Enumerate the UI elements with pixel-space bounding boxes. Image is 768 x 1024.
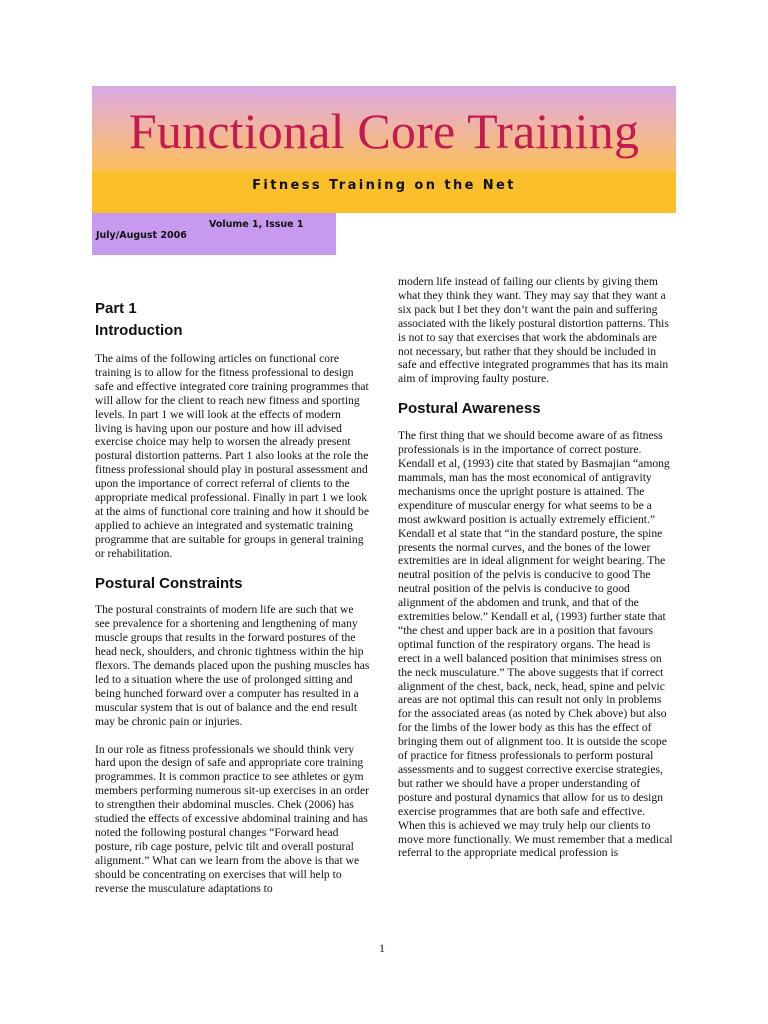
postural-awareness-heading: Postural Awareness: [398, 400, 541, 418]
introduction-paragraph: The aims of the following articles on functional core training is to allow for the fitness professional to design safe and effective integrated core training programmes that will allow for the client to reach new fitness and sporting levels. In part 1 we will look at the effects of modern living is having upon our posture and how ill advised exercise choice may help to worsen the already present postural distortion patterns. Part 1 also looks at the role the fitness professional should play in postural assessment and upon the importance of correct referral of clients to the appropriate medical professional. Finally in part 1 we look at the aims of functional core training and how it should be applied to achieve an integrated and systematic training programme that are suitable for groups in general training or rehabilitation.: [95, 352, 369, 560]
right-column: [398, 275, 673, 872]
issue-info-box: [92, 213, 336, 255]
masthead-banner: [92, 86, 676, 171]
introduction-heading: Introduction: [95, 322, 183, 339]
newsletter-subtitle: Fitness Training on the Net: [252, 178, 516, 193]
page-number: 1: [379, 941, 385, 955]
continuation-paragraph: modern life instead of failing our clients by giving them what they think they want. They may say that they want a six pack but I bet they don’t want the pain and suffering associated with the likely postural distortion patterns. This is not to say that exercises that work the abdominals are not necessary, but rather that they should be included in safe and effective integrated programmes that has its main aim of improving faulty posture.: [398, 275, 669, 386]
postural-constraints-paragraph-1: The postural constraints of modern life are such that we see prevalence for a shortening and lengthening of many muscle groups that results in the forward postures of the head neck, shoulders, and chronic tightness within the hip flexors. The demands placed upon the pushing muscles has led to a situation where the use of prolonged sitting and being hunched forward over a computer has resulted in a muscular system that is out of balance and the end result may be chronic pain or injuries.: [95, 603, 370, 728]
postural-constraints-paragraph-2: In our role as fitness professionals we should think very hard upon the design of safe and appropriate core training programmes. It is common practice to see athletes or gym members performing numerous sit-up exercises in an order to strengthen their abdominal muscles. Chek (2006) has studied the effects of excessive abdominal training and has noted the following postural changes “Forward head posture, rib cage posture, pelvic tilt and overall postural alignment.” What can we learn from the above is that we should be concentrating on exercises that will help to reverse the musculature adaptations to: [95, 742, 369, 895]
postural-constraints-heading: Postural Constraints: [95, 575, 243, 593]
left-column: [95, 299, 370, 909]
newsletter-title: Functional Core Training: [128, 103, 640, 159]
subtitle-bar: [92, 171, 676, 213]
postural-awareness-paragraph: The first thing that we should become aware of as fitness professionals is in the importance of correct posture. Kendall et al, (1993) cite that stated by Basmajian “among mammals, man has the most economical of antigravity mechanisms once the upright posture is attained. The expenditure of muscular energy for what seems to be a most awkward position is actually extremely efficient.” Kendall et al state that “in the standard posture, the spine presents the normal curves, and the bones of the lower extremities are in ideal alignment for weight bearing. The neutral position of the pelvis is conducive to good The neutral position of the pelvis is conducive to good alignment of the abdomen and trunk, and that of the extremities below.” Kendall et al, (1993) further state that “the chest and upper back are in a position that favours optimal function of the respiratory organs. The head is erect in a well balanced position that minimises stress on the neck musculature.” The above suggests that if correct alignment of the chest, back, neck, head, spine and pelvic areas are not optimal this can result not only in problems for the associated areas (as noted by Chek above) but also for the limbs of the lower body as this has the effect of bringing them out of alignment too. It is outside the scope of practice for fitness professionals to perform postural assessments and to suggest corrective exercise strategies, but rather we should have a proper understanding of posture and postural dynamics that allow for us to design exercise programmes that are both safe and effective. When this is achieved we may truly help our clients to move more functionally. We must remember that a medical referral to the appropriate medical profession is: [398, 429, 673, 860]
part-label: Part 1: [95, 300, 137, 317]
issue-date: July/August 2006: [96, 230, 187, 241]
issue-volume: Volume 1, Issue 1: [209, 219, 304, 230]
